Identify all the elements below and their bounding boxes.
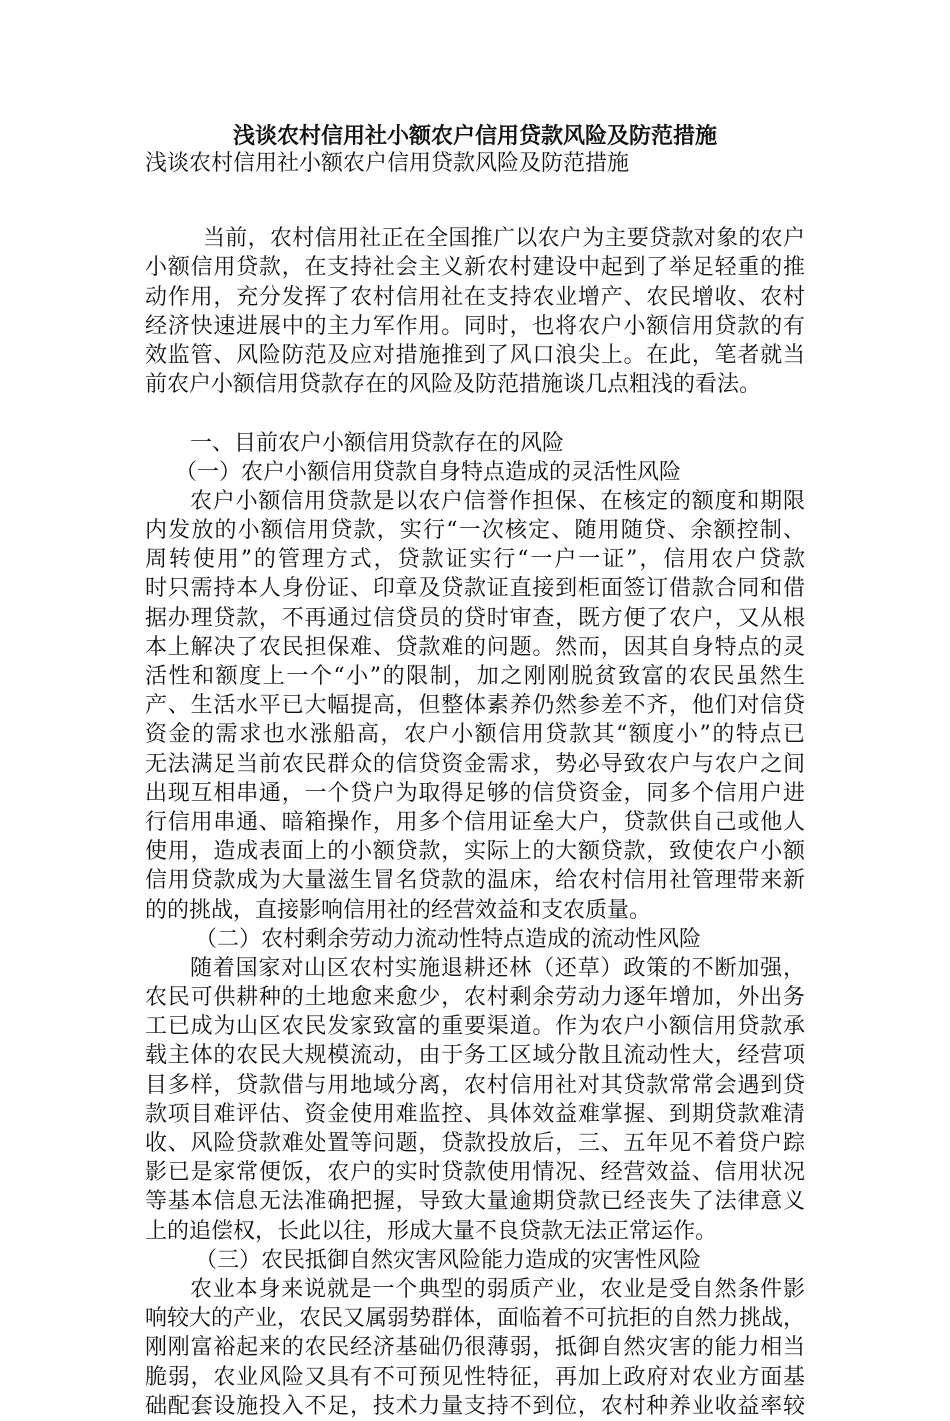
paragraph-line: 内发放的小额信用贷款，实行“一次核定、随用随贷、余额控制、 (145, 518, 805, 544)
paragraph-line: 行信用串通、暗箱操作，用多个信用证垒大户，贷款供自己或他人 (145, 809, 805, 835)
paragraph-line: 周转使用”的管理方式，贷款证实行“一户一证”，信用农户贷款 (145, 547, 805, 573)
paragraph-line: 工已成为山区农民发家致富的重要渠道。作为农户小额信用贷款承 (145, 1014, 805, 1040)
paragraph-line: 收、风险贷款难处置等问题，贷款投放后，三、五年见不着贷户踪 (145, 1131, 805, 1156)
paragraph-line: 目多样，贷款借与用地域分离，农村信用社对其贷款常常会遇到贷 (145, 1072, 805, 1098)
subsection-2-paragraph (145, 954, 805, 1246)
paragraph-line: 刚刚富裕起来的农民经济基础仍很薄弱，抵御自然灾害的能力相当 (145, 1335, 805, 1361)
subsection-heading: （三）农民抵御自然灾害风险能力造成的灾害性风险 (195, 1247, 702, 1273)
paragraph-line: 农民可供耕种的土地愈来愈少，农村剩余劳动力逐年增加，外出务 (145, 985, 805, 1011)
paragraph-line: 使用，造成表面上的小额贷款，实际上的大额贷款，致使农户小额 (145, 839, 805, 865)
subsection-heading: （一）农户小额信用贷款自身特点造成的灵活性风险 (175, 459, 682, 485)
paragraph-line: 产、生活水平已大幅提高，但整体素养仍然参差不齐，他们对信贷 (145, 693, 805, 719)
paragraph-line: 小额信用贷款，在支持社会主义新农村建设中起到了举足轻重的推 (145, 255, 805, 281)
document-title: 浅谈农村信用社小额农户信用贷款风险及防范措施 (232, 123, 717, 149)
paragraph-line: 本上解决了农民担保难、贷款难的问题。然而，因其自身特点的灵 (145, 634, 805, 660)
paragraph-line: 随着国家对山区农村实施退耕还林（还草）政策的不断加强， (190, 955, 805, 981)
paragraph-line: 动作用，充分发挥了农村信用社在支持农业增产、农民增收、农村 (145, 284, 805, 310)
paragraph-line: 脆弱，农业风险又具有不可预见性特征，再加上政府对农业方面基 (145, 1364, 805, 1390)
intro-paragraph (145, 224, 805, 399)
subsection-heading: （二）农村剩余劳动力流动性特点造成的流动性风险 (195, 926, 702, 952)
paragraph-line: 信用贷款成为大量滋生冒名贷款的温床，给农村信用社管理带来新 (145, 868, 805, 894)
paragraph-line: 活性和额度上一个“小”的限制，加之刚刚脱贫致富的农民虽然生 (145, 664, 805, 689)
paragraph-line: 无法满足当前农民群众的信贷资金需求，势必导致农户与农户之间 (145, 751, 805, 777)
paragraph-line: 农户小额信用贷款是以农户信誉作担保、在核定的额度和期限 (190, 488, 805, 514)
paragraph-line: 影已是家常便饭，农户的实时贷款使用情况、经营效益、信用状况 (145, 1160, 805, 1186)
paragraph-line: 资金的需求也水涨船高，农户小额信用贷款其“额度小”的特点已 (145, 722, 805, 748)
paragraph-line: 上的追偿权，长此以往，形成大量不良贷款无法正常运作。 (145, 1218, 718, 1244)
paragraph-line: 响较大的产业，农民又属弱势群体，面临着不可抗拒的自然力挑战， (145, 1306, 806, 1332)
document-body (145, 195, 805, 1421)
subsection-3-paragraph (145, 1275, 805, 1421)
subsection-1-paragraph (145, 487, 805, 925)
blank-line (145, 195, 805, 224)
paragraph-line: 经济快速进展中的主力军作用。同时，也将农户小额信用贷款的有 (145, 313, 805, 339)
blank-line (145, 399, 805, 428)
paragraph-line: 据办理贷款，不再通过信贷员的贷时审查，既方便了农户，又从根 (145, 605, 805, 631)
paragraph-line: 款项目难评估、资金使用难监控、具体效益难掌握、到期贷款难清 (145, 1101, 805, 1127)
paragraph-line: 的的挑战，直接影响信用社的经营效益和支农质量。 (145, 897, 652, 923)
document-subtitle: 浅谈农村信用社小额农户信用贷款风险及防范措施 (145, 151, 630, 176)
section-heading: 一、目前农户小额信用贷款存在的风险 (190, 430, 565, 456)
paragraph-line: 当前，农村信用社正在全国推广以农户为主要贷款对象的农户 (203, 226, 805, 252)
paragraph-line: 载主体的农民大规模流动，由于务工区域分散且流动性大，经营项 (145, 1043, 805, 1069)
paragraph-line: 前农户小额信用贷款存在的风险及防范措施谈几点粗浅的看法。 (145, 372, 762, 398)
paragraph-line: 出现互相串通，一个贷户为取得足够的信贷资金，同多个信用户进 (145, 780, 805, 806)
paragraph-line: 等基本信息无法准确把握，导致大量逾期贷款已经丧失了法律意义 (145, 1189, 805, 1215)
paragraph-line: 础配套设施投入不足，技术力量支持不到位，农村种养业收益率较 (145, 1393, 805, 1419)
paragraph-line: 效监管、风险防范及应对措施推到了风口浪尖上。在此，笔者就当 (145, 342, 805, 368)
paragraph-line: 农业本身来说就是一个典型的弱质产业，农业是受自然条件影 (190, 1276, 805, 1302)
paragraph-line: 时只需持本人身份证、印章及贷款证直接到柜面签订借款合同和借 (145, 576, 805, 602)
